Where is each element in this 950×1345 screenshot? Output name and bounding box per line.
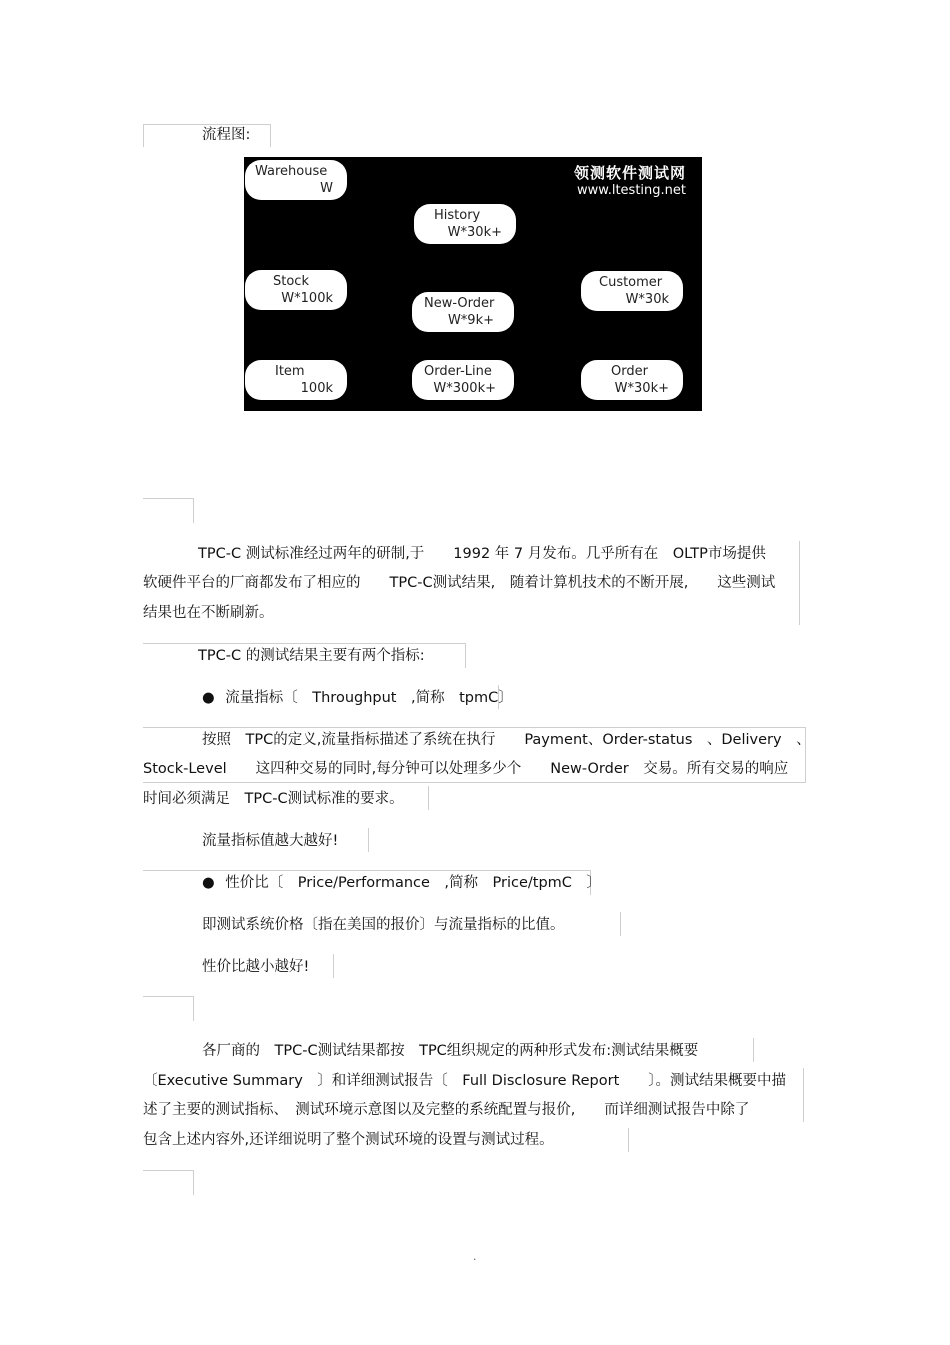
- frame: [368, 828, 370, 852]
- box-name: Customer: [599, 275, 663, 290]
- price-note: 性价比越小越好!: [202, 959, 310, 975]
- page-mark: .: [473, 1250, 477, 1263]
- paragraph-line: 软硬件平台的厂商都发布了相应的 TPC-C测试结果, 随着计算机技术的不断开展, 这些测试: [143, 575, 776, 591]
- tpcc-schema-diagram: [244, 157, 702, 411]
- item-box: [245, 360, 347, 400]
- paragraph-line: Stock-Level 这四种交易的同时,每分钟可以处理多少个 New-Order 交易。所有交易的响应: [143, 761, 789, 777]
- frame: [803, 1068, 805, 1122]
- box-name: Warehouse: [255, 164, 328, 179]
- box-size: W*30k+: [614, 381, 669, 396]
- box-name: Order-Line: [424, 364, 492, 379]
- frame: [628, 1128, 630, 1152]
- paragraph-line: 时间必须满足 TPC-C测试标准的要求。: [143, 791, 404, 807]
- box-size: W*9k+: [447, 313, 494, 328]
- indicators-intro: TPC-C 的测试结果主要有两个指标:: [198, 648, 425, 664]
- paragraph-line: 〔Executive Summary 〕和详细测试报告〔 Full Disclosure Report 〕。测试结果概要中描: [143, 1073, 787, 1089]
- bullet-icon: ●: [202, 690, 215, 706]
- logo-text: 领测软件测试网: [573, 164, 686, 182]
- box-name: Stock: [273, 274, 309, 289]
- frame: [428, 786, 430, 810]
- customer-box: [581, 271, 683, 311]
- warehouse-box: [245, 160, 347, 200]
- box-name: Order: [611, 364, 648, 379]
- paragraph-line: 各厂商的 TPC-C测试结果都按 TPC组织规定的两种形式发布:测试结果概要: [202, 1043, 699, 1059]
- bullet-item: [202, 873, 601, 893]
- paragraph-line: 按照 TPC的定义,流量指标描述了系统在执行 Payment、Order-status 、Delivery 、: [202, 732, 811, 748]
- history-box: [414, 204, 516, 244]
- frame: [799, 541, 806, 625]
- order-box: [581, 360, 683, 400]
- order-line-box: [412, 360, 514, 400]
- throughput-note: 流量指标值越大越好!: [202, 833, 339, 849]
- frame: [143, 1170, 194, 1195]
- box-name: Item: [275, 364, 305, 379]
- frame: [143, 996, 194, 1021]
- box-size: W*30k+: [447, 225, 502, 240]
- stock-box: [245, 270, 347, 310]
- paragraph-line: 包含上述内容外,还详细说明了整个测试环境的设置与测试过程。: [143, 1132, 554, 1148]
- frame: [333, 954, 335, 978]
- new-order-box: [412, 292, 514, 332]
- frame: [753, 1038, 755, 1062]
- box-name: New-Order: [424, 296, 495, 311]
- box-size: W*300k+: [433, 381, 496, 396]
- bullet-text: 性价比〔 Price/Performance ,简称 Price/tpmC 〕: [225, 875, 601, 891]
- price-definition: 即测试系统价格〔指在美国的报价〕与流量指标的比值。: [202, 917, 565, 933]
- section-heading: 流程图:: [202, 127, 251, 143]
- logo-url: www.ltesting.net: [577, 183, 686, 198]
- paragraph-line: TPC-C 测试标准经过两年的研制,于 1992 年 7 月发布。几乎所有在 OLTP市场提供: [198, 546, 766, 562]
- bullet-text: 流量指标〔 Throughput ,简称 tpmC〕: [225, 690, 513, 706]
- frame: [620, 912, 622, 936]
- paragraph-line: 结果也在不断刷新。: [143, 605, 274, 621]
- box-size: W*30k: [625, 292, 669, 307]
- bullet-item: [202, 688, 513, 708]
- box-size: 100k: [300, 381, 333, 396]
- bullet-icon: ●: [202, 875, 215, 891]
- box-size: W*100k: [281, 291, 333, 306]
- box-size: W: [320, 181, 333, 196]
- frame: [143, 498, 194, 523]
- box-name: History: [434, 208, 481, 223]
- paragraph-line: 述了主要的测试指标、 测试环境示意图以及完整的系统配置与报价, 而详细测试报告中除了: [143, 1102, 750, 1118]
